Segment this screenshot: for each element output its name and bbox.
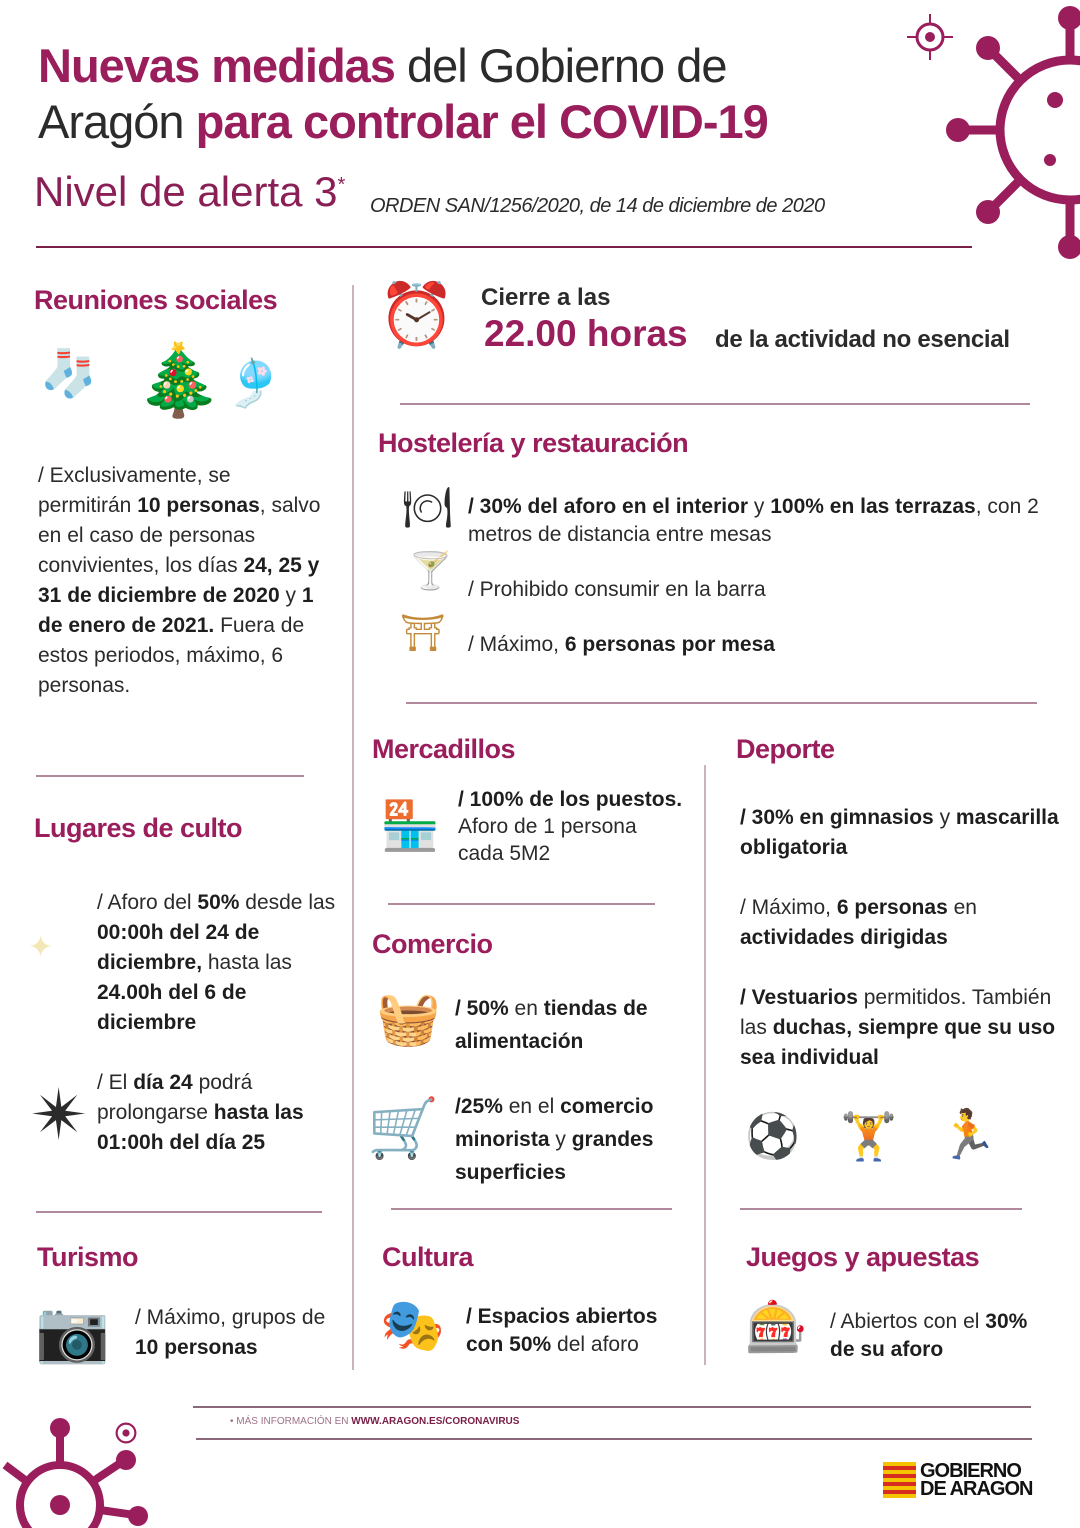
bold-text: / Vestuarios — [740, 986, 858, 1009]
ornaments-icon: 🎐 — [225, 357, 283, 409]
bold-text: día 24 — [133, 1071, 193, 1094]
bold-text: tiendas de alimentación — [455, 997, 648, 1053]
gobierno-aragon-logo — [883, 1462, 1032, 1498]
bold-text: 6 personas — [836, 896, 948, 919]
text: y — [933, 806, 956, 829]
text: Aforo de 1 persona cada 5M2 — [458, 815, 637, 865]
cultura-text — [466, 1303, 691, 1359]
cocktail-icon: 🍸 — [408, 550, 453, 591]
text: permitidos. También las — [740, 986, 1052, 1039]
bold-text: 1 de enero de 2021. — [38, 584, 314, 637]
bold-text: 6 personas por mesa — [564, 633, 775, 656]
poker-chips-icon: 🎰 — [745, 1299, 808, 1355]
text: / Máximo, grupos de — [135, 1306, 326, 1329]
alert-footnote-mark: * — [337, 174, 346, 196]
text: en — [947, 896, 977, 919]
camera-icon: 📷 — [35, 1298, 110, 1365]
comercio-item-1 — [455, 992, 695, 1058]
bold-text: grandes superficies — [455, 1128, 654, 1184]
runner-icon: 🏃 — [938, 1109, 998, 1162]
bold-text: Nuevas medidas — [38, 39, 395, 92]
text: en — [508, 997, 544, 1020]
section-title-cultura: Cultura — [382, 1242, 473, 1272]
virus-small-icon — [108, 1415, 144, 1451]
section-title-reuniones: Reuniones sociales — [34, 285, 278, 315]
grocery-basket-icon: 🧺 — [376, 990, 441, 1048]
text: / Abiertos con el — [830, 1310, 986, 1333]
section-title-turismo: Turismo — [37, 1242, 139, 1272]
virus-icon — [940, 0, 1080, 265]
bold-text: actividades dirigidas — [740, 926, 948, 949]
market-stall-icon: 🏪 — [380, 800, 440, 853]
cierre-time: 22.00 horas — [484, 313, 688, 354]
bold-text: duchas, siempre que su uso sea individual — [740, 1016, 1056, 1069]
section-title-juegos: Juegos y apuestas — [746, 1242, 980, 1272]
text: y — [748, 495, 771, 518]
bold-text: /25% — [455, 1095, 503, 1118]
divider — [391, 1208, 672, 1210]
more-info-label: MÁS INFORMACIÓN EN — [236, 1416, 352, 1427]
bold-text: hasta las 01:00h del día 25 — [97, 1101, 304, 1154]
christmas-tree-icon: 🎄 — [135, 341, 223, 419]
text: / Prohibido consumir en la barra — [468, 578, 766, 601]
section-title-deporte: Deporte — [736, 734, 835, 764]
stocking-icon: 🧦 — [40, 347, 98, 399]
divider — [36, 1211, 322, 1213]
bold-text: 24.00h del 6 de diciembre — [97, 981, 247, 1034]
text: , con 2 metros de distancia entre mesas — [468, 495, 1039, 546]
bold-text: 100% en las terrazas — [770, 495, 976, 518]
weightlifting-icon: 🏋 — [840, 1110, 898, 1162]
text: / Exclusivamente, se permitirán — [38, 464, 231, 517]
text: en el — [502, 1095, 561, 1118]
turismo-text — [135, 1303, 335, 1363]
star-icon: ✴ — [30, 1076, 89, 1154]
bold-text: / 30% en gimnasios — [740, 806, 934, 829]
page-title — [38, 38, 918, 150]
deporte-item-1 — [740, 803, 1060, 863]
juegos-text — [830, 1308, 1030, 1364]
shopping-cart-icon: 🛒 — [367, 1096, 440, 1161]
text: podrá prolongarse — [97, 1071, 253, 1124]
text: Fuera de estos periodos, máximo, 6 personas. — [38, 614, 305, 697]
text: y — [549, 1128, 572, 1151]
deporte-item-2 — [740, 893, 1040, 953]
divider — [36, 775, 304, 777]
more-info: • MÁS INFORMACIÓN EN WWW.ARAGON.ES/CORONAVIRUS — [230, 1416, 520, 1427]
text: / Máximo, — [740, 896, 837, 919]
bold-text: 24, 25 y 31 de diciembre de 2020 — [38, 554, 320, 607]
section-title-culto: Lugares de culto — [34, 813, 243, 843]
text: hasta las — [202, 951, 292, 974]
text: del Gobierno de — [394, 39, 727, 92]
hosteleria-item-1 — [468, 493, 1043, 549]
more-info-link[interactable]: WWW.ARAGON.ES/CORONAVIRUS — [351, 1416, 520, 1427]
text: / Aforo del — [97, 891, 198, 914]
cierre-detail: de la actividad no esencial — [715, 326, 1010, 353]
divider — [36, 246, 972, 248]
deporte-item-3 — [740, 983, 1060, 1073]
alert-level-text: Nivel de alerta 3 — [34, 168, 338, 215]
bold-text: comercio minorista — [455, 1095, 654, 1151]
bold-text: 50% — [197, 891, 240, 914]
divider — [406, 702, 1037, 704]
logo-line-1: GOBIERNO — [920, 1460, 1021, 1482]
text: Aragón — [38, 95, 196, 148]
text: desde las — [239, 891, 336, 914]
bold-text: / 50% — [455, 997, 509, 1020]
cloche-icon: 🍽 — [402, 486, 453, 530]
divider — [400, 403, 1030, 405]
bold-text: 30% de su aforo — [830, 1310, 1028, 1361]
culto-item-2 — [97, 1068, 337, 1158]
alert-level — [34, 168, 345, 216]
text: / El — [97, 1071, 134, 1094]
bold-text: / 100% de los puestos. — [458, 788, 683, 811]
aragon-flag-icon — [883, 1462, 916, 1498]
divider — [704, 765, 706, 1365]
divider — [388, 903, 655, 905]
hosteleria-item-2 — [468, 575, 766, 605]
order-reference: ORDEN SAN/1256/2020, de 14 de diciembre de 2020 — [370, 195, 825, 217]
bold-text: / 30% del aforo en el interior — [468, 495, 749, 518]
bold-text: 10 personas — [137, 494, 260, 517]
bold-text: 00:00h del 24 de diciembre, — [97, 921, 260, 974]
section-title-mercadillos: Mercadillos — [372, 734, 516, 764]
text: y — [279, 584, 302, 607]
hosteleria-item-3 — [468, 630, 775, 660]
logo-line-2: DE ARAGON — [920, 1478, 1033, 1500]
text: , salvo en el caso de personas convivientes, los días — [38, 494, 321, 577]
mercadillos-text — [458, 786, 683, 867]
divider — [193, 1406, 1031, 1408]
section-title-hosteleria: Hostelería y restauración — [378, 428, 689, 458]
bold-text: / Espacios abiertos con 50% — [466, 1305, 658, 1356]
bold-text: para controlar el COVID-19 — [195, 95, 768, 148]
cierre-label: Cierre a las — [481, 284, 611, 311]
divider — [740, 1208, 1022, 1210]
comercio-item-2 — [455, 1090, 700, 1189]
bold-text: 10 personas — [135, 1336, 258, 1359]
section-title-comercio: Comercio — [372, 929, 493, 959]
divider — [352, 285, 354, 1370]
text: del aforo — [551, 1333, 639, 1356]
reuniones-text — [38, 461, 323, 701]
alarm-clock-icon: ⏰ — [378, 281, 456, 350]
sparkle-icon: ✦ — [28, 931, 54, 964]
theater-masks-icon: 🎭 — [380, 1297, 445, 1355]
bold-text: mascarilla obligatoria — [740, 806, 1059, 859]
divider — [196, 1438, 1032, 1440]
text: / Máximo, — [468, 633, 565, 656]
soccer-ball-icon: ⚽ — [745, 1112, 800, 1161]
culto-item-1 — [97, 888, 345, 1038]
table-icon: ⛩ — [400, 612, 446, 653]
